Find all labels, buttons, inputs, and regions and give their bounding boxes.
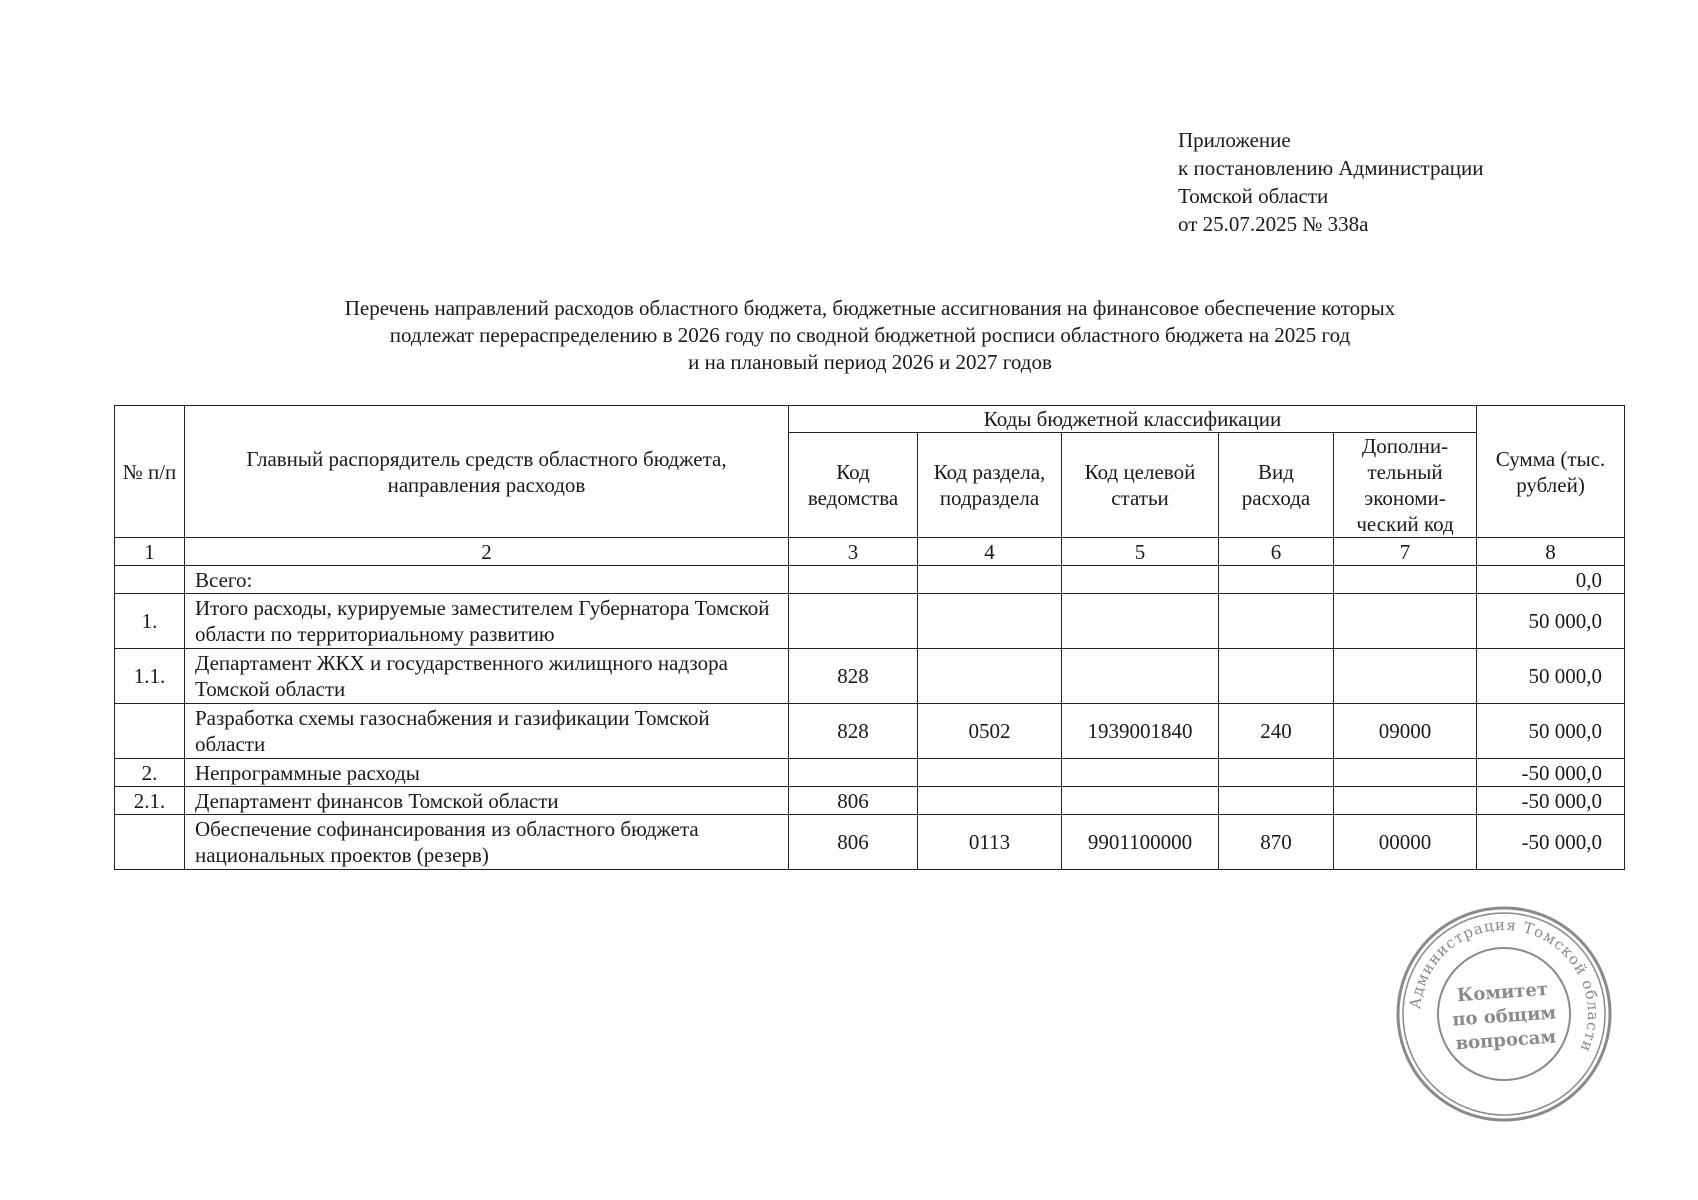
- row-sum: -50 000,0: [1477, 815, 1625, 870]
- header-extra-code: Дополни-тельный экономи-ческий код: [1334, 433, 1477, 538]
- row-target: [1062, 594, 1219, 649]
- row-num: [115, 815, 185, 870]
- table-row: [115, 787, 1625, 815]
- row-sum: 50 000,0: [1477, 649, 1625, 704]
- row-extra: 00000: [1334, 815, 1477, 870]
- row-name: Департамент финансов Томской области: [185, 787, 789, 815]
- row-section: 0113: [918, 815, 1062, 870]
- row-target: [1062, 649, 1219, 704]
- row-dept: 828: [789, 704, 918, 759]
- row-num: [115, 566, 185, 594]
- title-line-2: подлежат перераспределению в 2026 году по сводной бюджетной росписи областного бюджета на 2025 год: [389, 323, 1351, 347]
- row-num: 1.: [115, 594, 185, 649]
- header-sum: Сумма (тыс. рублей): [1477, 406, 1625, 538]
- title-line-3: и на плановый период 2026 и 2027 годов: [688, 350, 1052, 374]
- row-section: 0502: [918, 704, 1062, 759]
- row-sum: 50 000,0: [1477, 704, 1625, 759]
- row-sum: 50 000,0: [1477, 594, 1625, 649]
- row-section: [918, 566, 1062, 594]
- row-extra: [1334, 759, 1477, 787]
- row-target: [1062, 566, 1219, 594]
- row-type: [1219, 649, 1334, 704]
- row-name: Департамент ЖКХ и государственного жилищного надзора Томской области: [185, 649, 789, 704]
- row-dept: 806: [789, 815, 918, 870]
- header-row-1: [115, 406, 1625, 433]
- row-section: [918, 594, 1062, 649]
- appendix-line-2: к постановлению Администрации: [1178, 156, 1484, 180]
- row-dept: [789, 566, 918, 594]
- header-expense-type: Вид расхода: [1219, 433, 1334, 538]
- column-number: 2: [185, 538, 789, 566]
- header-main: Главный распорядитель средств областного бюджета, направления расходов: [185, 406, 789, 538]
- appendix-line-4: от 25.07.2025 № 338а: [1178, 212, 1369, 236]
- header-dept-code: Код ведомства: [789, 433, 918, 538]
- column-number: 6: [1219, 538, 1334, 566]
- row-name: Всего:: [185, 566, 789, 594]
- stamp-center-line-3: вопросам: [1454, 1026, 1557, 1055]
- row-target: [1062, 759, 1219, 787]
- appendix-line-3: Томской области: [1178, 184, 1329, 208]
- row-type: [1219, 566, 1334, 594]
- header-section-code: Код раздела, подраздела: [918, 433, 1062, 538]
- title-line-1: Перечень направлений расходов областного бюджета, бюджетные ассигнования на финансовое обеспечение которых: [344, 296, 1396, 320]
- row-num: 2.1.: [115, 787, 185, 815]
- row-extra: [1334, 594, 1477, 649]
- header-codes-group: Коды бюджетной классификации: [789, 406, 1477, 433]
- header-target-code: Код целевой статьи: [1062, 433, 1219, 538]
- column-number: 1: [115, 538, 185, 566]
- row-num: 1.1.: [115, 649, 185, 704]
- row-dept: [789, 759, 918, 787]
- budget-table: [114, 405, 1625, 870]
- row-extra: [1334, 787, 1477, 815]
- table-row: [115, 566, 1625, 594]
- row-num: 2.: [115, 759, 185, 787]
- row-section: [918, 787, 1062, 815]
- row-target: 9901100000: [1062, 815, 1219, 870]
- stamp-center-line-1: Комитет: [1456, 978, 1549, 1007]
- row-sum: 0,0: [1477, 566, 1625, 594]
- document-title: [200, 295, 1540, 376]
- row-name: Непрограммные расходы: [185, 759, 789, 787]
- row-type: 240: [1219, 704, 1334, 759]
- table-row: [115, 649, 1625, 704]
- row-name: Разработка схемы газоснабжения и газификации Томской области: [185, 704, 789, 759]
- stamp-center-line-2: по общим: [1451, 1002, 1557, 1031]
- row-name: Итого расходы, курируемые заместителем Губернатора Томской области по территориальному развитию: [185, 594, 789, 649]
- row-target: 1939001840: [1062, 704, 1219, 759]
- row-section: [918, 649, 1062, 704]
- row-section: [918, 759, 1062, 787]
- row-dept: [789, 594, 918, 649]
- appendix-block: [1178, 126, 1484, 238]
- row-target: [1062, 787, 1219, 815]
- row-num: [115, 704, 185, 759]
- row-extra: [1334, 566, 1477, 594]
- row-type: [1219, 787, 1334, 815]
- row-extra: [1334, 649, 1477, 704]
- column-number: 5: [1062, 538, 1219, 566]
- row-dept: 828: [789, 649, 918, 704]
- row-extra: 09000: [1334, 704, 1477, 759]
- table-row: [115, 594, 1625, 649]
- row-dept: 806: [789, 787, 918, 815]
- stamp-ring-textpath: Администрация Томской области: [1406, 915, 1603, 1056]
- column-number: 3: [789, 538, 918, 566]
- table-row: [115, 704, 1625, 759]
- header-num: № п/п: [115, 406, 185, 538]
- column-number: 4: [918, 538, 1062, 566]
- column-number: 8: [1477, 538, 1625, 566]
- official-stamp: [1392, 902, 1616, 1126]
- row-sum: -50 000,0: [1477, 759, 1625, 787]
- row-type: [1219, 594, 1334, 649]
- row-name: Обеспечение софинансирования из областного бюджета национальных проектов (резерв): [185, 815, 789, 870]
- row-type: [1219, 759, 1334, 787]
- row-type: 870: [1219, 815, 1334, 870]
- column-number: 7: [1334, 538, 1477, 566]
- row-sum: -50 000,0: [1477, 787, 1625, 815]
- table-row: [115, 759, 1625, 787]
- appendix-line-1: Приложение: [1178, 128, 1291, 152]
- column-numbers-row: [115, 538, 1625, 566]
- table-row: [115, 815, 1625, 870]
